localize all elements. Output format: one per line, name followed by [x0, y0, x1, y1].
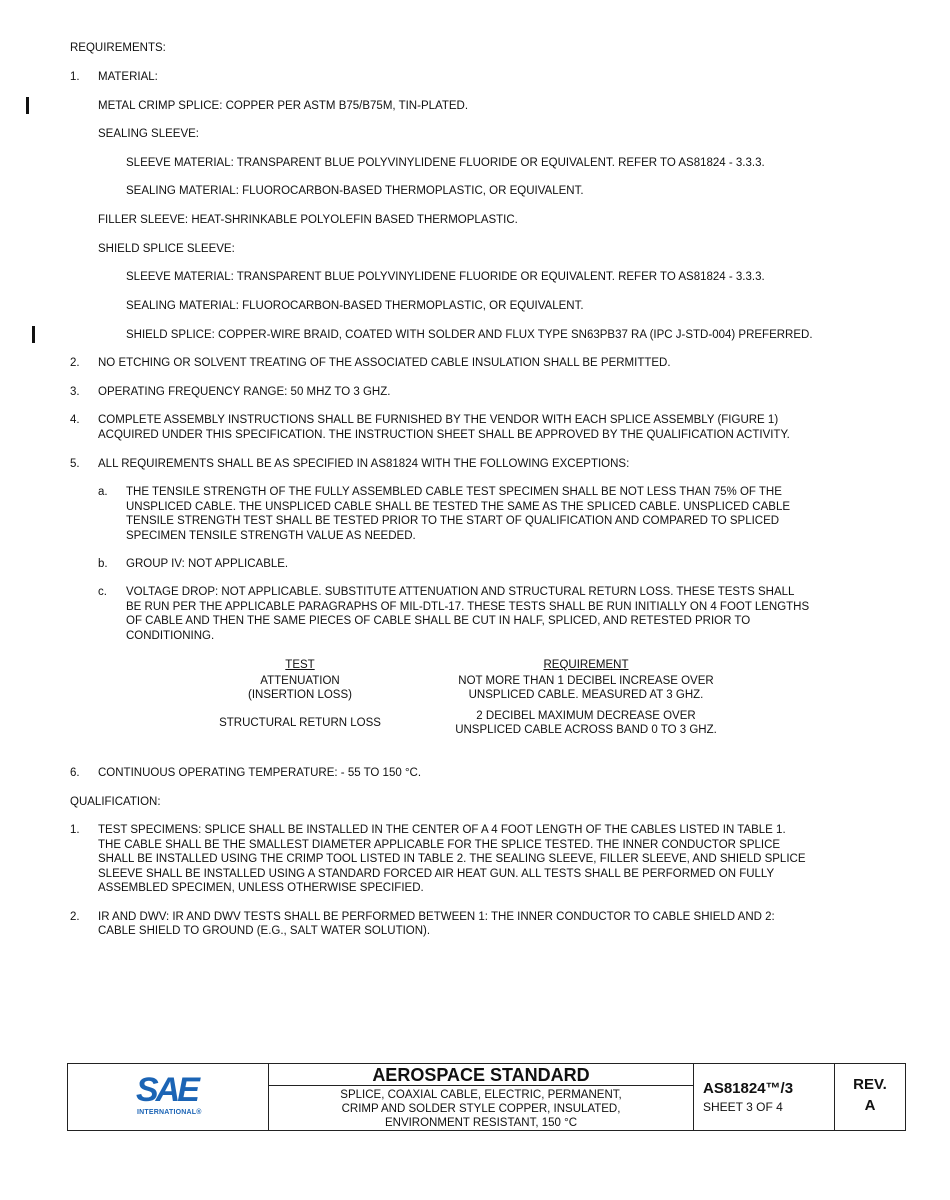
exception-c-line: BE RUN PER THE APPLICABLE PARAGRAPHS OF MIL-DTL-17. THESE TESTS SHALL BE RUN INITIALLY ON 4 FOOT LENGTHS — [126, 601, 810, 613]
document-title-line: ENVIRONMENT RESISTANT, 150 °C — [384, 1117, 578, 1129]
no-etching-text: NO ETCHING OR SOLVENT TREATING OF THE ASSOCIATED CABLE INSULATION SHALL BE PERMITTED. — [98, 357, 671, 369]
temperature-text: CONTINUOUS OPERATING TEMPERATURE: - 55 TO 150 °C. — [98, 767, 422, 779]
assembly-line: COMPLETE ASSEMBLY INSTRUCTIONS SHALL BE FURNISHED BY THE VENDOR WITH EACH SPLICE ASSEMBLY (FIGURE 1) — [98, 414, 779, 426]
table-cell-test: (INSERTION LOSS) — [248, 689, 352, 701]
qualification-heading: QUALIFICATION: — [70, 796, 161, 808]
document-title — [269, 1088, 693, 1130]
exception-a-line: THE TENSILE STRENGTH OF THE FULLY ASSEMBLED CABLE TEST SPECIMEN SHALL BE NOT LESS THAN 75% OF THE — [126, 486, 782, 498]
sealing-sleeve-sealing-material: SEALING MATERIAL: FLUOROCARBON-BASED THERMOPLASTIC, OR EQUIVALENT. — [126, 185, 584, 197]
specimens-line: SLEEVE SHALL BE INSTALLED USING A STANDARD FORCED AIR HEAT GUN. ALL TESTS SHALL BE PERFORMED ON FULLY — [98, 868, 775, 880]
exception-c-line: OF CABLE AND THEN THE SAME PIECES OF CABLE SHALL BE CUT IN HALF, SPLICED, AND RETESTED PRIOR TO — [126, 615, 751, 627]
exception-c-line: CONDITIONING. — [126, 630, 215, 642]
item-number: 4. — [70, 414, 80, 426]
table-cell-requirement: UNSPLICED CABLE ACROSS BAND 0 TO 3 GHZ. — [455, 724, 717, 736]
shield-sealing-material: SEALING MATERIAL: FLUOROCARBON-BASED THERMOPLASTIC, OR EQUIVALENT. — [126, 300, 584, 312]
item-number: 2. — [70, 357, 80, 369]
standard-heading: AEROSPACE STANDARD — [269, 1064, 693, 1086]
exception-c-line: VOLTAGE DROP: NOT APPLICABLE. SUBSTITUTE ATTENUATION AND STRUCTURAL RETURN LOSS. THESE TESTS SHALL — [126, 586, 795, 598]
item-number: 6. — [70, 767, 80, 779]
sae-logo — [136, 1073, 202, 1117]
revision-bar — [32, 326, 35, 343]
exception-a-line: UNSPLICED CABLE. THE UNSPLICED CABLE SHALL BE TESTED THE SAME AS THE SPLICED CABLE. UNSPLICED CABLE — [126, 501, 791, 513]
specimens-line: THE CABLE SHALL BE THE SMALLEST DIAMETER APPLICABLE FOR THE SPLICE TESTED. THE INNER CONDUCTOR SPLICE — [98, 839, 781, 851]
title-block — [67, 1063, 906, 1131]
item-number: 1. — [70, 71, 80, 83]
revision-label: REV. — [853, 1076, 887, 1093]
shield-splice-sleeve-label: SHIELD SPLICE SLEEVE: — [98, 243, 235, 255]
material-label: MATERIAL: — [98, 71, 158, 83]
table-cell-requirement: 2 DECIBEL MAXIMUM DECREASE OVER — [476, 710, 696, 722]
specimens-line: TEST SPECIMENS: SPLICE SHALL BE INSTALLED IN THE CENTER OF A 4 FOOT LENGTH OF THE CABLES LISTED IN TABLE 1. — [98, 824, 786, 836]
document-title-line: CRIMP AND SOLDER STYLE COPPER, INSULATED, — [341, 1103, 621, 1115]
document-title-line: SPLICE, COAXIAL CABLE, ELECTRIC, PERMANENT, — [340, 1089, 622, 1101]
table-cell-requirement: NOT MORE THAN 1 DECIBEL INCREASE OVER — [458, 675, 714, 687]
table-cell-test: ATTENUATION — [260, 675, 340, 687]
table-header-test: TEST — [285, 659, 315, 671]
item-number: 5. — [70, 458, 80, 470]
item-number: 3. — [70, 386, 80, 398]
sae-logo-sub-text: INTERNATIONAL — [137, 1109, 197, 1116]
document-id: AS81824™/3 — [703, 1080, 794, 1097]
specimens-line: ASSEMBLED SPECIMEN, UNLESS OTHERWISE SPECIFIED. — [98, 882, 424, 894]
table-header-requirement: REQUIREMENT — [543, 659, 629, 671]
filler-sleeve-text: FILLER SLEEVE: HEAT-SHRINKABLE POLYOLEFIN BASED THERMOPLASTIC. — [98, 214, 518, 226]
sub-item-label: c. — [98, 586, 107, 598]
item-number: 2. — [70, 911, 80, 923]
exception-a-line: TENSILE STRENGTH TEST SHALL BE TESTED PRIOR TO THE START OF QUALIFICATION AND COMPARED TO SPLICED — [126, 515, 780, 527]
ir-dwv-line: IR AND DWV: IR AND DWV TESTS SHALL BE PERFORMED BETWEEN 1: THE INNER CONDUCTOR TO CABLE SHIELD AND 2: — [98, 911, 775, 923]
assembly-line: ACQUIRED UNDER THIS SPECIFICATION. THE INSTRUCTION SHEET SHALL BE APPROVED BY THE QUALIFICATION ACTIVITY. — [98, 429, 790, 441]
logo-cell — [68, 1064, 269, 1130]
table-cell-requirement: UNSPLICED CABLE. MEASURED AT 3 GHZ. — [468, 689, 704, 701]
table-cell-test: STRUCTURAL RETURN LOSS — [219, 717, 381, 729]
sheet-number: SHEET 3 OF 4 — [703, 1100, 783, 1114]
sealing-sleeve-material: SLEEVE MATERIAL: TRANSPARENT BLUE POLYVINYLIDENE FLUORIDE OR EQUIVALENT. REFER TO AS81824 - 3.3.3. — [126, 157, 765, 169]
sub-item-label: b. — [98, 558, 108, 570]
shield-sleeve-material: SLEEVE MATERIAL: TRANSPARENT BLUE POLYVINYLIDENE FLUORIDE OR EQUIVALENT. REFER TO AS81824 - 3.3.3. — [126, 271, 765, 283]
frequency-text: OPERATING FREQUENCY RANGE: 50 MHZ TO 3 GHZ. — [98, 386, 391, 398]
exception-a-line: SPECIMEN TENSILE STRENGTH VALUE AS NEEDED. — [126, 530, 416, 542]
exceptions-text: ALL REQUIREMENTS SHALL BE AS SPECIFIED IN AS81824 WITH THE FOLLOWING EXCEPTIONS: — [98, 458, 630, 470]
sae-logo-text: SAE — [136, 1071, 197, 1109]
requirements-heading: REQUIREMENTS: — [70, 42, 166, 54]
revision-bar — [26, 97, 29, 114]
sub-item-label: a. — [98, 486, 108, 498]
sae-logo-mark: ® — [196, 1109, 202, 1116]
title-cell — [269, 1064, 694, 1130]
revision-cell — [835, 1064, 905, 1130]
shield-splice-text: SHIELD SPLICE: COPPER-WIRE BRAID, COATED WITH SOLDER AND FLUX TYPE SN63PB37 RA (IPC J-STD-004) PREFERRED. — [126, 329, 813, 341]
ir-dwv-line: CABLE SHIELD TO GROUND (E.G., SALT WATER SOLUTION). — [98, 925, 431, 937]
exception-b-text: GROUP IV: NOT APPLICABLE. — [126, 558, 289, 570]
revision-value: A — [864, 1097, 876, 1114]
item-number: 1. — [70, 824, 80, 836]
metal-crimp-text: METAL CRIMP SPLICE: COPPER PER ASTM B75/B75M, TIN-PLATED. — [98, 100, 469, 112]
sae-logo-sub — [137, 1109, 202, 1116]
specimens-line: SHALL BE INSTALLED USING THE CRIMP TOOL LISTED IN TABLE 2. THE SEALING SLEEVE, FILLER SLEEVE, AND SHIELD SPLICE — [98, 853, 806, 865]
sealing-sleeve-label: SEALING SLEEVE: — [98, 128, 199, 140]
document-id-cell — [694, 1064, 835, 1130]
